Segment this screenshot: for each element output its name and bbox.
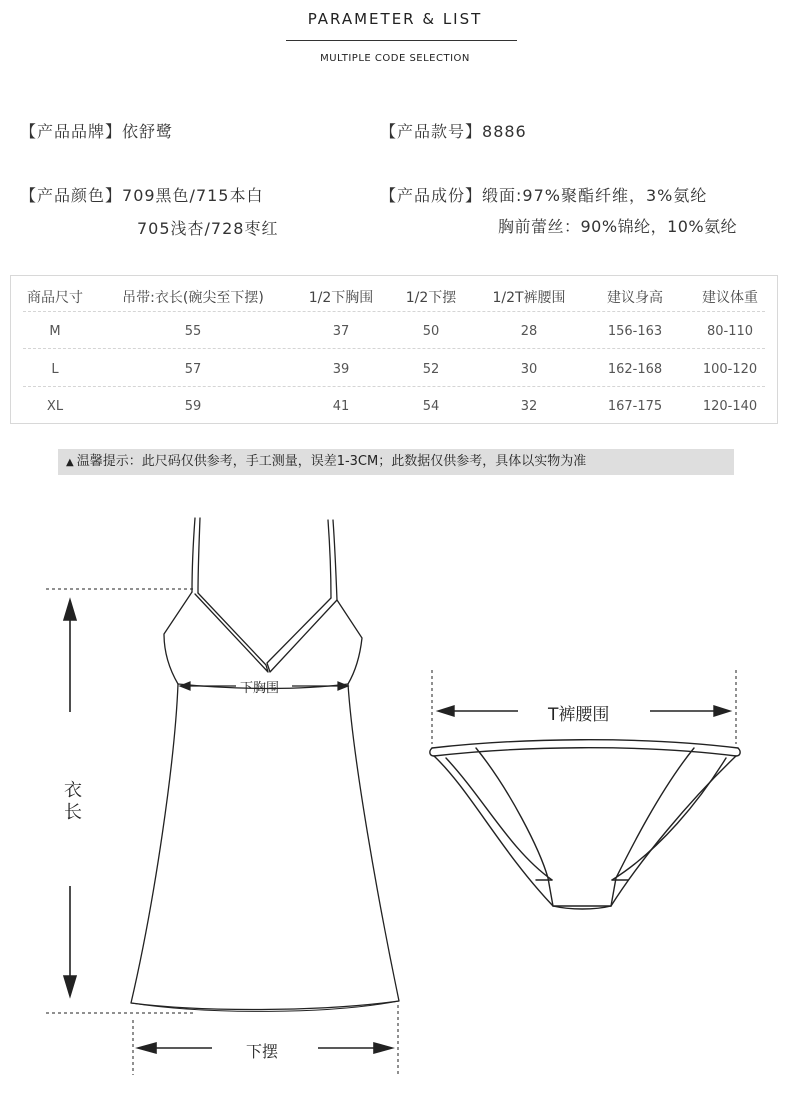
size-tip-text: 温馨提示：此尺码仅供参考，手工测量，误差1-3CM；此数据仅供参考，具体以实物为准 [76, 454, 587, 469]
table-cell: 57 [184, 362, 202, 377]
underbust-label: 下胸围 [240, 681, 280, 696]
dress-cup-right [267, 598, 362, 684]
page-title: PARAMETER & LIST [307, 10, 483, 28]
dress-strap-right [328, 520, 337, 600]
table-cell: 55 [184, 324, 202, 339]
table-header-cell: 商品尺寸 [27, 290, 83, 306]
param-material-line2: 胸前蕾丝：90%锦纶，10%氨纶 [498, 217, 738, 236]
table-cell: 167-175 [607, 399, 663, 414]
table-cell: 100-120 [702, 362, 758, 377]
length-guides [46, 589, 398, 1075]
waist-label: T裤腰围 [548, 705, 610, 725]
panty-waist-right-end [736, 748, 740, 756]
dress-skirt [131, 684, 399, 1010]
param-material-line1: 缎面:97%聚酯纤维，3%氨纶 [482, 186, 708, 205]
table-cell: 37 [332, 324, 350, 339]
panty-waistband [432, 740, 738, 756]
table-header-cell: 1/2下胸围 [308, 290, 374, 306]
table-header-cell: 吊带:衣长(碗尖至下摆) [122, 290, 264, 306]
table-cell: 162-168 [607, 362, 663, 377]
table-header-cell: 建议体重 [702, 290, 758, 306]
table-cell: 54 [422, 399, 440, 414]
panty-body [434, 756, 736, 906]
param-model-value: 8886 [482, 122, 527, 141]
table-header-cell: 1/2T裤腰围 [492, 290, 566, 306]
param-model-label: 【产品款号】 [380, 122, 483, 141]
param-color-line2: 705浅杏/728枣红 [137, 219, 279, 238]
table-cell: 50 [422, 324, 440, 339]
param-color-line1: 709黑色/715本白 [122, 186, 264, 205]
table-cell: 59 [184, 399, 202, 414]
triangle-up-icon: ▲ [66, 457, 74, 468]
table-header-cell: 1/2下摆 [405, 290, 457, 306]
table-cell: 80-110 [706, 324, 754, 339]
param-brand-value: 依舒鹭 [122, 122, 174, 141]
panty-leg-right [611, 748, 726, 906]
table-cell: XL [46, 399, 64, 414]
page-subtitle: MULTIPLE CODE SELECTION [320, 53, 470, 64]
panty-leg-left [446, 748, 553, 906]
table-cell: 30 [520, 362, 538, 377]
table-cell: 120-140 [702, 399, 758, 414]
table-cell: 39 [332, 362, 350, 377]
table-cell: 156-163 [607, 324, 663, 339]
param-color-label: 【产品颜色】 [20, 186, 123, 205]
length-label: 衣长 [61, 780, 82, 824]
table-cell: 41 [332, 399, 350, 414]
dress-strap-left [192, 518, 200, 593]
table-cell: 28 [520, 324, 538, 339]
table-cell: 32 [520, 399, 538, 414]
hem-label: 下摆 [246, 1042, 279, 1061]
table-cell: 52 [422, 362, 440, 377]
table-cell: L [51, 362, 59, 377]
table-cell: M [49, 324, 61, 339]
panty-waist-left-end [430, 748, 434, 756]
param-brand-label: 【产品品牌】 [20, 122, 123, 141]
table-header-cell: 建议身高 [607, 290, 663, 306]
dress-cup-left [164, 592, 268, 684]
param-material-label: 【产品成份】 [380, 186, 483, 205]
